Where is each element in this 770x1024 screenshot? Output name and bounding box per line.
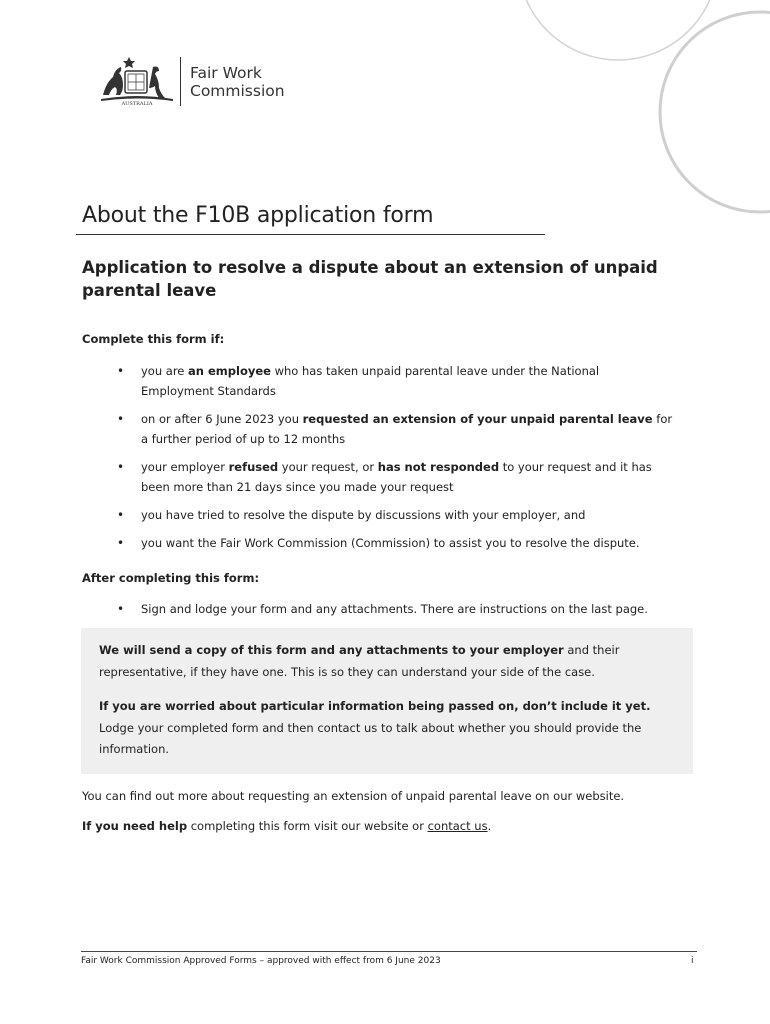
page-number: i	[691, 956, 694, 966]
list-item: • you have tried to resolve the dispute by discussions with your employer, and	[115, 505, 675, 525]
after-completing-list	[115, 599, 675, 627]
brand-line-2: Commission	[190, 82, 285, 100]
footer-rule	[81, 951, 697, 952]
complete-if-heading: Complete this form if:	[82, 332, 225, 346]
coat-of-arms-logo	[97, 55, 177, 107]
brand-line-1: Fair Work	[190, 64, 262, 82]
after-completing-heading: After completing this form:	[82, 571, 260, 585]
list-item: • Sign and lodge your form and any attachments. There are instructions on the last page.	[115, 599, 675, 619]
page-title: About the F10B application form	[82, 203, 434, 228]
logo-divider	[180, 57, 181, 106]
decor-circle-thin	[518, 0, 718, 60]
contact-us-link[interactable]: contact us	[427, 819, 488, 833]
complete-if-list	[115, 361, 675, 561]
crest-label: AUSTRALIA	[121, 101, 153, 107]
title-underline	[76, 234, 545, 235]
footer-text: Fair Work Commission Approved Forms – approved with effect from 6 June 2023	[81, 956, 441, 966]
list-item: • on or after 6 June 2023 you requested an extension of your unpaid parental leave for a further period of up to 12 months	[115, 409, 675, 449]
page-subtitle: Application to resolve a dispute about an extension of unpaid parental leave	[82, 258, 658, 300]
list-item: • you are an employee who has taken unpaid parental leave under the National Employment Standards	[115, 361, 675, 401]
callout-paragraph-2: If you are worried about particular information being passed on, don’t include it yet. Lodge your completed form and then contact us to talk about whether you should provide the information.	[99, 699, 651, 756]
list-item: • your employer refused your request, or has not responded to your request and it has been more than 21 days since you made your request	[115, 457, 675, 497]
list-item: • you want the Fair Work Commission (Commission) to assist you to resolve the dispute.	[115, 533, 675, 553]
help-text: If you need help completing this form visit our website or contact us.	[82, 819, 492, 833]
callout-paragraph-1: We will send a copy of this form and any attachments to your employer and their representative, if they have one. This is so they can understand your side of the case.	[99, 643, 620, 679]
more-info-text: You can find out more about requesting an extension of unpaid parental leave on our website.	[82, 789, 625, 803]
brand-name	[190, 64, 285, 100]
notice-callout	[81, 628, 693, 774]
